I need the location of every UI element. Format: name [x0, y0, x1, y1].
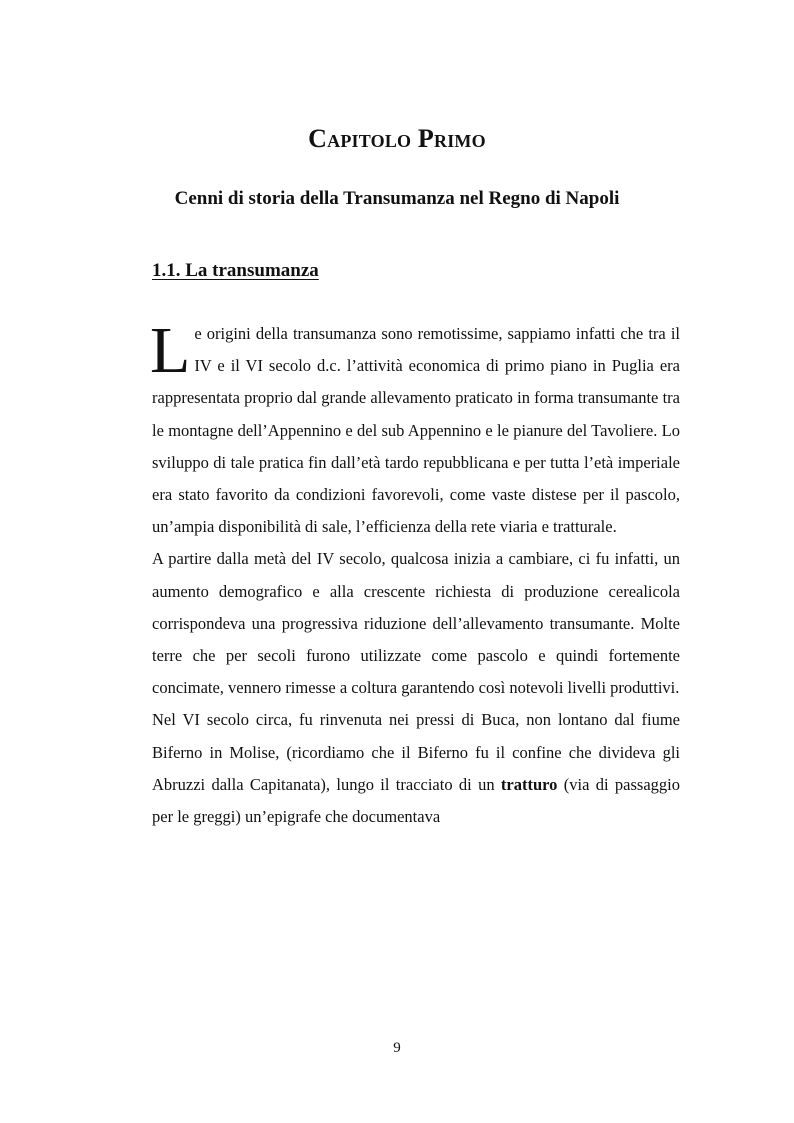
paragraph-2-text: A partire dalla metà del IV secolo, qualcosa inizia a cambiare, ci fu infatti, un aumento demografico e alla crescente richiesta di produzione cerealicola corrispondeva una progressiva riduzione dell’allevamento transumante. Molte terre che per secoli furono utilizzate come pascolo e quindi fortemente concimate, vennero rimesse a coltura garantendo così notevoli livelli produttivi. [152, 549, 680, 698]
section-heading: 1.1. La transumanza [152, 260, 319, 281]
paragraph-3-text-before: Nel VI secolo circa, fu rinvenuta nei pressi di Buca, non lontano dal fiume Biferno in Molise, (ricordiamo che il Biferno fu il confine che divideva gli Abruzzi dalla Capitanata), lungo il tracciato di un [152, 710, 680, 794]
bold-term-tratturo: tratturo [500, 774, 558, 794]
paragraph-3 [152, 704, 680, 833]
paragraph-1-text: e origini della transumanza sono remotissime, sappiamo infatti che tra il IV e il VI secolo d.c. l’attività economica di primo piano in Puglia era rappresentata proprio dal grande allevamento praticato in forma transumante tra le montagne dell’Appennino e del sub Appennino e le pianure del Tavoliere. Lo sviluppo di tale pratica fin dall’età tardo repubblicana e per tutta l’età imperiale era stato favorito da condizioni favorevoli, come vaste distese per il pascolo, un’ampia disponibilità di sale, l’efficienza della rete viaria e tratturale. [152, 324, 680, 537]
chapter-title: Capitolo Primo [308, 124, 486, 153]
paragraph-3-text-after: (via di passaggio per le greggi) un’epigrafe che documentava [152, 774, 680, 827]
paragraph-1 [150, 314, 680, 543]
chapter-subtitle: Cenni di storia della Transumanza nel Regno di Napoli [174, 188, 620, 209]
body-text [150, 314, 680, 833]
paragraph-2 [152, 543, 680, 704]
page-number: 9 [393, 1040, 401, 1056]
drop-cap-letter: L [150, 314, 191, 387]
